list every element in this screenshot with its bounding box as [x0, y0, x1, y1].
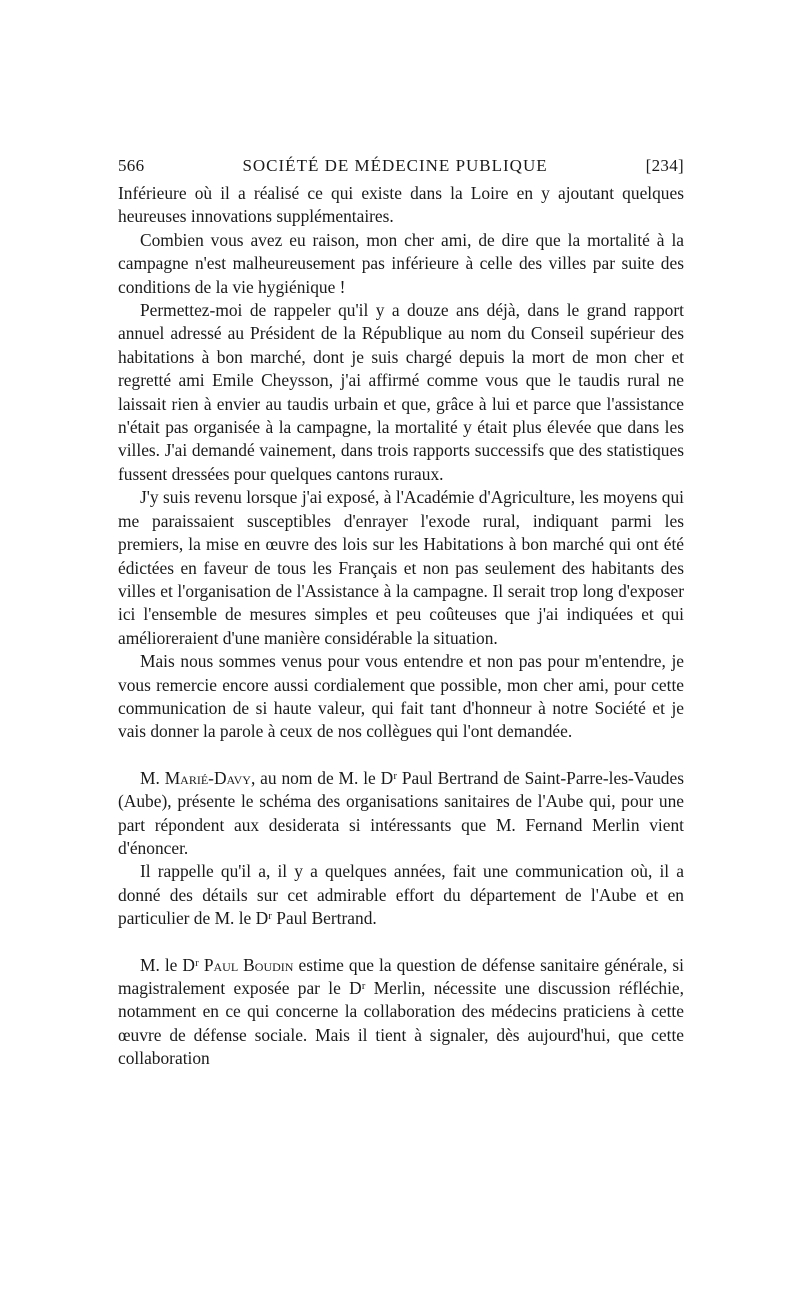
- page: [118, 156, 684, 1071]
- speaker-prefix: M. le Dʳ: [140, 954, 199, 975]
- marie-davy-paragraph: [118, 767, 684, 861]
- speaker-text: estime que la question de défense sanitaire générale, si magistralement exposée par le Dʳ Merlin, nécessite une discussion réfléchie, notamment en ce qui concerne la collaboration des médecins praticiens à cette œuvre de défense sociale. Mais il tient à signaler, dès aujourd'hui, que cette collaboration: [118, 954, 684, 1069]
- paragraph-2: Combien vous avez eu raison, mon cher ami, de dire que la mortalité à la campagne n'est malheureusement pas inférieure à celle des villes par suite des conditions de la vie hygiénique !: [118, 229, 684, 297]
- paragraph-5: Mais nous sommes venus pour vous entendre et non pas pour m'entendre, je vous remercie encore aussi cordialement que possible, mon cher ami, pour cette communication de si haute valeur, qui fait tant d'honneur à notre Société et je vais donner la parole à ceux de nos collègues qui l'ont demandée.: [118, 651, 684, 742]
- speaker-text: , au nom de M. le Dʳ Paul Bertrand de Saint-Parre-les-Vaudes (Aube), présente le schéma des organisations sanitaires de l'Aube qui, pour une part répondent aux desiderata si intéressants que M. Fernand Merlin vient d'énoncer.: [118, 767, 684, 858]
- speaker-name: Marié-Davy: [164, 767, 251, 788]
- page-number: 566: [118, 156, 145, 175]
- paragraph-1: Inférieure où il a réalisé ce qui existe dans la Loire en y ajoutant quelques heureuses innovations supplémentaires.: [118, 183, 684, 227]
- boudin-paragraph: [118, 954, 684, 1071]
- speaker-name: Paul Boudin: [203, 954, 294, 975]
- bracket-number: [234]: [645, 156, 684, 175]
- paragraph-3: Permettez-moi de rappeler qu'il y a douze ans déjà, dans le grand rapport annuel adressé au Président de la République au nom du Conseil supérieur des habitations à bon marché, dont je suis chargé depuis la mort de mon cher et regretté ami Emile Cheysson, j'ai affirmé comme vous que le taudis rural ne laissait rien à envier au taudis urbain et que, grâce à lui et parce que l'assistance n'était pas organisée à la campagne, la mortalité y était plus élevée que dans les villes. J'ai demandé vainement, dans trois rapports successifs que des statistiques fussent dressées pour quelques cantons ruraux.: [118, 300, 684, 484]
- paragraph-4: J'y suis revenu lorsque j'ai exposé, à l'Académie d'Agriculture, les moyens qui me paraissaient susceptibles d'enrayer l'exode rural, indiquant parmi les premiers, la mise en œuvre des lois sur les Habitations à bon marché qui ont été édictées en faveur de tous les Français et non pas seulement des habitants des villes et l'organisation de l'Assistance à la campagne. Il serait trop long d'exposer ici l'ensemble de mesures simples et peu coûteuses que j'ai indiquées et qui amélioreraient d'une manière considérable la situation.: [118, 487, 684, 648]
- marie-davy-followup: Il rappelle qu'il a, il y a quelques années, fait une communication où, il a donné des détails sur cet admirable effort du département de l'Aube et en particulier de M. le Dʳ Paul Bertrand.: [118, 861, 684, 929]
- running-title: SOCIÉTÉ DE MÉDECINE PUBLIQUE: [242, 156, 548, 175]
- speaker-prefix: M.: [140, 767, 160, 788]
- running-header: [118, 156, 684, 176]
